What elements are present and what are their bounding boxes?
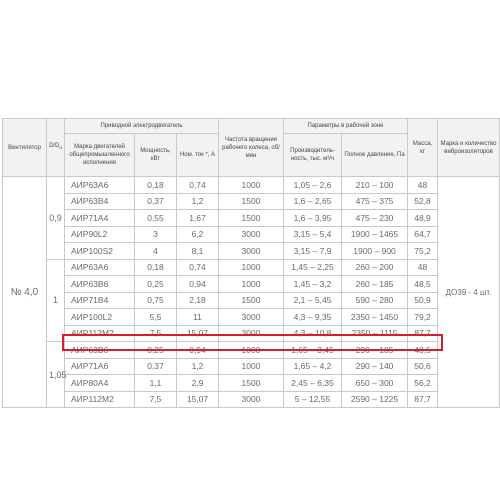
rpm-cell: 3000 <box>219 391 284 408</box>
power-cell: 0,18 <box>135 259 177 276</box>
power-cell: 7,5 <box>135 391 177 408</box>
table-row <box>3 342 500 359</box>
capacity-cell: 1,65 – 4,2 <box>284 358 342 375</box>
model-cell: АИР100L2 <box>65 309 135 326</box>
mass-cell: 52,8 <box>408 193 438 210</box>
model-cell: АИР80А4 <box>65 375 135 392</box>
model-cell: АИР71А4 <box>65 210 135 227</box>
capacity-cell: 2,45 – 6,35 <box>284 375 342 392</box>
pressure-cell: 290 – 140 <box>342 358 408 375</box>
model-cell: АИР63В6 <box>65 276 135 293</box>
table-row <box>3 210 500 227</box>
mass-cell: 87,7 <box>408 391 438 408</box>
capacity-cell: 1,65 – 3,45 <box>284 342 342 359</box>
header-vibro: Марка и количество виброизоляторов <box>438 119 500 177</box>
model-cell: АИР71А6 <box>65 358 135 375</box>
model-cell: АИР112М2 <box>65 325 135 342</box>
pressure-cell: 290 – 185 <box>342 342 408 359</box>
pressure-cell: 1900 – 1465 <box>342 226 408 243</box>
pressure-cell: 590 – 280 <box>342 292 408 309</box>
vibro-isolators-cell: ДО39 - 4 шт. <box>438 177 500 408</box>
current-cell: 1,67 <box>177 210 219 227</box>
mass-cell: 48,9 <box>408 210 438 227</box>
table-row-highlighted <box>3 358 500 375</box>
capacity-cell: 2,1 – 5,45 <box>284 292 342 309</box>
pressure-cell: 1900 – 900 <box>342 243 408 260</box>
pressure-cell: 2350 – 1115 <box>342 325 408 342</box>
header-fan: Вентилятор <box>3 119 47 177</box>
rpm-cell: 1000 <box>219 342 284 359</box>
power-cell: 0,37 <box>135 358 177 375</box>
capacity-cell: 4,3 – 10,8 <box>284 325 342 342</box>
rpm-cell: 1500 <box>219 210 284 227</box>
power-cell: 0,25 <box>135 342 177 359</box>
model-cell: АИР63А6 <box>65 259 135 276</box>
capacity-cell: 1,6 – 3,95 <box>284 210 342 227</box>
table-row <box>3 193 500 210</box>
current-cell: 2,9 <box>177 375 219 392</box>
header-motor-model: Марка двигателей общепромышленного исполнения <box>65 134 135 177</box>
current-cell: 0,74 <box>177 259 219 276</box>
mass-cell: 75,2 <box>408 243 438 260</box>
mass-cell: 50,6 <box>408 358 438 375</box>
rpm-cell: 1000 <box>219 259 284 276</box>
power-cell: 0,25 <box>135 276 177 293</box>
rpm-cell: 1500 <box>219 193 284 210</box>
pressure-cell: 650 – 300 <box>342 375 408 392</box>
rpm-cell: 3000 <box>219 226 284 243</box>
capacity-cell: 5 – 12,55 <box>284 391 342 408</box>
mass-cell: 48 <box>408 259 438 276</box>
power-cell: 0,55 <box>135 210 177 227</box>
mass-cell: 48,5 <box>408 342 438 359</box>
capacity-cell: 1,45 – 3,2 <box>284 276 342 293</box>
current-cell: 0,94 <box>177 276 219 293</box>
mass-cell: 56,2 <box>408 375 438 392</box>
mass-cell: 79,2 <box>408 309 438 326</box>
table-row <box>3 309 500 326</box>
power-cell: 4 <box>135 243 177 260</box>
pressure-cell: 2350 – 1450 <box>342 309 408 326</box>
fan-spec-table <box>2 118 500 408</box>
table-row <box>3 391 500 408</box>
header-drive-group: Приводной электродвигатель <box>65 119 219 134</box>
header-params-group: Параметры в рабочей зоне <box>284 119 408 134</box>
table-header <box>3 119 500 177</box>
header-power: Мощность, кВт <box>135 134 177 177</box>
table-row <box>3 226 500 243</box>
capacity-cell: 1,6 – 2,65 <box>284 193 342 210</box>
pressure-cell: 475 – 230 <box>342 210 408 227</box>
mass-cell: 50,9 <box>408 292 438 309</box>
current-cell: 11 <box>177 309 219 326</box>
current-cell: 1,2 <box>177 193 219 210</box>
capacity-cell: 3,15 – 7,9 <box>284 243 342 260</box>
fan-number-cell: № 4,0 <box>3 177 47 408</box>
pressure-cell: 210 – 100 <box>342 177 408 194</box>
table-body <box>3 177 500 408</box>
power-cell: 1,1 <box>135 375 177 392</box>
d-ratio-cell: 1 <box>47 259 65 342</box>
model-cell: АИР71В4 <box>65 292 135 309</box>
capacity-cell: 1,45 – 2,25 <box>284 259 342 276</box>
table-row <box>3 375 500 392</box>
model-cell: АИР63В6 <box>65 342 135 359</box>
mass-cell: 48,5 <box>408 276 438 293</box>
header-pressure: Полное давление, Па <box>342 134 408 177</box>
current-cell: 1,2 <box>177 358 219 375</box>
rpm-cell: 1000 <box>219 276 284 293</box>
mass-cell: 87,7 <box>408 325 438 342</box>
capacity-cell: 4,3 – 9,35 <box>284 309 342 326</box>
rpm-cell: 1000 <box>219 358 284 375</box>
d-ratio-cell: 1,05 <box>47 342 65 408</box>
rpm-cell: 3000 <box>219 325 284 342</box>
table-row <box>3 276 500 293</box>
power-cell: 7,5 <box>135 325 177 342</box>
rpm-cell: 1500 <box>219 292 284 309</box>
current-cell: 0,74 <box>177 177 219 194</box>
model-cell: АИР100S2 <box>65 243 135 260</box>
model-cell: АИР63А6 <box>65 177 135 194</box>
mass-cell: 48 <box>408 177 438 194</box>
rpm-cell: 1500 <box>219 375 284 392</box>
power-cell: 5,5 <box>135 309 177 326</box>
header-rpm: Частота вращения рабочего колеса, об/мин <box>219 119 284 177</box>
pressure-cell: 260 – 200 <box>342 259 408 276</box>
current-cell: 2,18 <box>177 292 219 309</box>
header-capacity: Производитель-ность, тыс. м³/ч <box>284 134 342 177</box>
power-cell: 0,37 <box>135 193 177 210</box>
rpm-cell: 1000 <box>219 177 284 194</box>
rpm-cell: 3000 <box>219 309 284 326</box>
table-row <box>3 259 500 276</box>
current-cell: 8,1 <box>177 243 219 260</box>
pressure-cell: 2590 – 1225 <box>342 391 408 408</box>
power-cell: 3 <box>135 226 177 243</box>
rpm-cell: 3000 <box>219 243 284 260</box>
header-d-ratio: $D/D_н$ <box>47 119 65 177</box>
capacity-cell: 3,15 – 5,4 <box>284 226 342 243</box>
model-cell: АИР90L2 <box>65 226 135 243</box>
pressure-cell: 260 – 185 <box>342 276 408 293</box>
table-row <box>3 243 500 260</box>
header-current: Ном. ток *, А <box>177 134 219 177</box>
table-row <box>3 177 500 194</box>
current-cell: 6,2 <box>177 226 219 243</box>
current-cell: 15,07 <box>177 325 219 342</box>
current-cell: 0,94 <box>177 342 219 359</box>
power-cell: 0,18 <box>135 177 177 194</box>
power-cell: 0,75 <box>135 292 177 309</box>
pressure-cell: 475 – 375 <box>342 193 408 210</box>
table-row <box>3 325 500 342</box>
capacity-cell: 1,05 – 2,6 <box>284 177 342 194</box>
header-mass: Масса, кг <box>408 119 438 177</box>
table-row <box>3 292 500 309</box>
d-ratio-cell: 0,9 <box>47 177 65 260</box>
current-cell: 15,07 <box>177 391 219 408</box>
mass-cell: 64,7 <box>408 226 438 243</box>
model-cell: АИР112М2 <box>65 391 135 408</box>
model-cell: АИР63В4 <box>65 193 135 210</box>
